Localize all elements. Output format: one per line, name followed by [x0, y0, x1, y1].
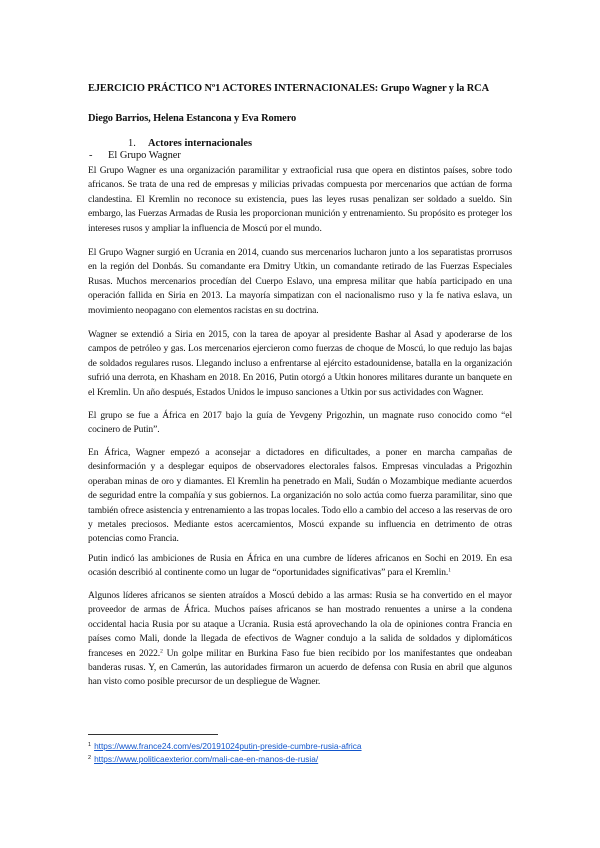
authors-line: Diego Barrios, Helena Estancona y Eva Romero	[88, 113, 297, 124]
paragraph-4	[88, 409, 512, 438]
paragraph-7	[88, 589, 512, 690]
paragraph-text: Putin indicó las ambiciones de Rusia en África en una cumbre de líderes africanos en Sochi en 2019. En esa ocasión describió al continente como un lugar de “oportunidades significativas” para el Kremlin.	[88, 553, 512, 579]
footnote-1	[88, 740, 528, 753]
footnotes	[88, 740, 528, 765]
paragraph-text: El Grupo Wagner surgió en Ucrania en 2014, cuando sus mercenarios lucharon junto a los separatistas prorrusos en la región del Donbás. Su comandante era Dmitry Utkin, un comandante retirado de las Fuerzas Especiales Rusas. Muchos mercenarios procedían del Cuerpo Eslavo, una empresa militar que había participado en una operación fallida en Siria en 2013. La mayoría simpatizan con el nacionalismo ruso y la fe nativa eslava, un movimiento neopagano con elementos racistas en su doctrina.	[88, 247, 512, 316]
paragraph-2	[88, 246, 512, 318]
paragraph-text: Algunos líderes africanos se sienten atraídos a Moscú debido a las armas: Rusia se ha convertido en el mayor proveedor de armas de África. Muchos países africanos se han mostrado renuentes a unirse a la condena occidental hacia Rusia por su ataque a Ucrania. Rusia está aprovechando la ola de opiniones contra Francia en países como Mali, donde la llegada de efectivos de Wagner condujo a la salida de soldados y diplomáticos franceses en 2022.	[88, 590, 512, 659]
subsection-title: El Grupo Wagner	[108, 150, 181, 161]
paragraph-1	[88, 164, 512, 236]
paragraph-6	[88, 552, 512, 581]
footnote-link[interactable]: https://www.politicaexterior.com/mali-cae-en-manos-de-rusia/	[94, 753, 319, 764]
section-heading	[128, 138, 252, 149]
paragraph-text: En África, Wagner empezó a aconsejar a dictadores en dificultades, a poner en marcha campañas de desinformación y a desplegar equipos de observadores electorales falsos. Empresas vinculadas a Prigozhin operaban minas de oro y diamantes. El Kremlin ha penetrado en Mali, Sudán o Mozambique mediante acuerdos de seguridad entre la compañía y sus gobiernos. La organización no solo actúa como fuerza paramilitar, sino que también ofrece asistencia y entrenamiento a las tropas locales. Todo ello a cambio del acceso a las reservas de oro y metales preciosos. Mediante estos acercamientos, Moscú expande su influencia en detrimento de otras potencias como Francia.	[88, 447, 512, 545]
subsection-heading	[89, 150, 181, 161]
paragraph-5	[88, 446, 512, 547]
paragraph-text: Wagner se extendió a Siria en 2015, con la tarea de apoyar al presidente Bashar al Asad y apoderarse de los campos de petróleo y gas. Los mercenarios ejercieron como fuerzas de choque de Moscú, lo que redujo las bajas de soldados regulares rusos. Llegando incluso a enfrentarse al ejército estadounidense, batalla en la organización sufrió una derrota, en Khasham en 2018. En 2016, Putin otorgó a Utkin honores militares durante un banquete en el Kremlin. Un año después, Estados Unidos le impuso sanciones a Utkin por sus actividades con Wagner.	[88, 329, 512, 398]
footnote-ref[interactable]: 1	[448, 567, 451, 574]
footnote-separator	[88, 734, 218, 735]
footnote-ref[interactable]: 2	[160, 648, 163, 655]
footnote-number: 2	[88, 754, 92, 761]
title-main: EJERCICIO PRÁCTICO Nº1 ACTORES INTERNACIONALES	[88, 83, 375, 94]
footnote-number: 1	[88, 742, 92, 748]
footnote-2	[88, 753, 528, 766]
section-number: 1.	[128, 138, 136, 149]
subsection-bullet: -	[89, 150, 93, 161]
footnote-link[interactable]: https://www.france24.com/es/20191024putin-preside-cumbre-rusia-africa	[94, 741, 362, 751]
paragraph-text: El grupo se fue a África en 2017 bajo la guía de Yevgeny Prigozhin, un magnate ruso conocido como “el cocinero de Putin”.	[88, 410, 512, 436]
section-title: Actores internacionales	[148, 138, 252, 149]
document-title	[88, 83, 528, 94]
paragraph-text-continued: Un golpe militar en Burkina Faso fue bien recibido por los manifestantes que ondeaban banderas rusas. Y, en Camerún, las autoridades firmaron un acuerdo de defensa con Rusia en abril que algunos han visto como posible precursor de un despliegue de Wagner.	[88, 647, 512, 688]
paragraph-text: El Grupo Wagner es una organización paramilitar y extraoficial rusa que opera en distintos países, sobre todo africanos. Se trata de una red de empresas y milicias privadas compuesta por mercenarios que actúan de forma clandestina. El Kremlin no reconoce su existencia, pues las leyes rusas penalizan ser soldado a sueldo. Sin embargo, las Fuerzas Armadas de Rusia les proporcionan munición y entrenamiento. Su propósito es proteger los intereses rusos y ampliar la influencia de Moscú por el mundo.	[88, 165, 512, 234]
paragraph-3	[88, 328, 512, 400]
title-subject: : Grupo Wagner y la RCA	[374, 83, 489, 94]
